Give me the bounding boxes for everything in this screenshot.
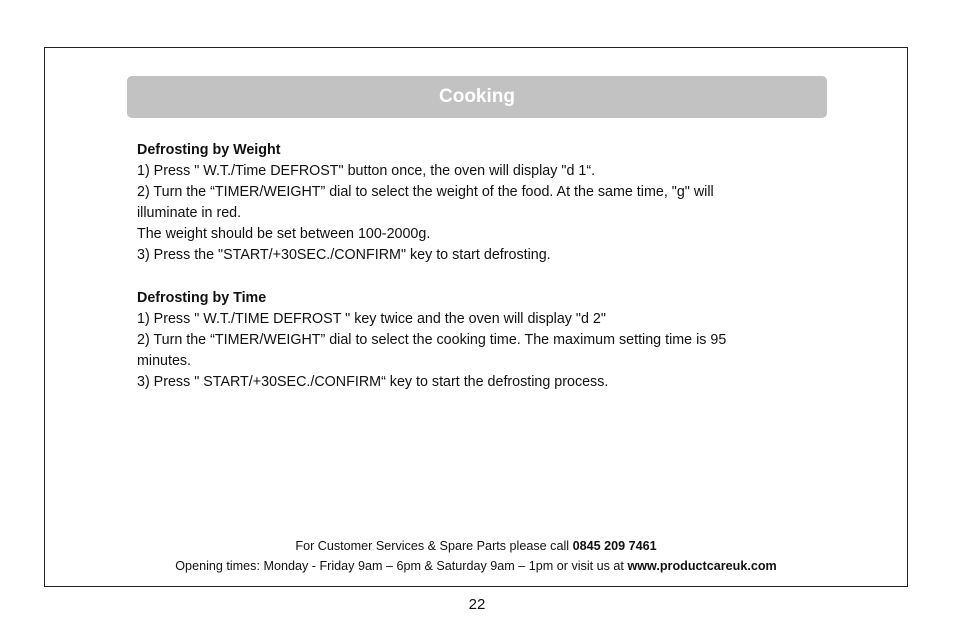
- footer-contact-line: [44, 536, 908, 556]
- footer-hours-text: Opening times: Monday - Friday 9am – 6pm & Saturday 9am – 1pm or visit us at: [175, 559, 628, 573]
- instruction-line: 3) Press the "START/+30SEC./CONFIRM" key to start defrosting.: [137, 247, 551, 263]
- instruction-line: illuminate in red.: [137, 205, 242, 221]
- instruction-line: 2) Turn the “TIMER/WEIGHT” dial to select the cooking time. The maximum setting time is 95: [137, 332, 727, 348]
- section-banner: [127, 76, 827, 118]
- footer-hours-line: [44, 556, 908, 576]
- banner-title: Cooking: [439, 86, 515, 107]
- section-spacer: [137, 266, 817, 288]
- instruction-line: minutes.: [137, 353, 192, 369]
- instruction-line: 1) Press " W.T./Time DEFROST" button once, the oven will display "d 1“.: [137, 163, 596, 179]
- instruction-line: The weight should be set between 100-2000g.: [137, 226, 431, 242]
- footer-contact-text: For Customer Services & Spare Parts please call: [295, 539, 573, 553]
- footer-phone: 0845 209 7461: [572, 539, 657, 553]
- instruction-line: 1) Press " W.T./TIME DEFROST " key twice and the oven will display "d 2": [137, 311, 606, 327]
- footer: [44, 536, 908, 576]
- instruction-line: 3) Press " START/+30SEC./CONFIRM“ key to start the defrosting process.: [137, 374, 609, 390]
- instructions-content: [137, 140, 817, 393]
- section-heading-weight: Defrosting by Weight: [137, 142, 281, 158]
- footer-website: www.productcareuk.com: [627, 559, 777, 573]
- instruction-line: 2) Turn the “TIMER/WEIGHT” dial to select the weight of the food. At the same time, "g" will: [137, 184, 714, 200]
- page-number: 22: [468, 596, 486, 613]
- section-heading-time: Defrosting by Time: [137, 290, 267, 306]
